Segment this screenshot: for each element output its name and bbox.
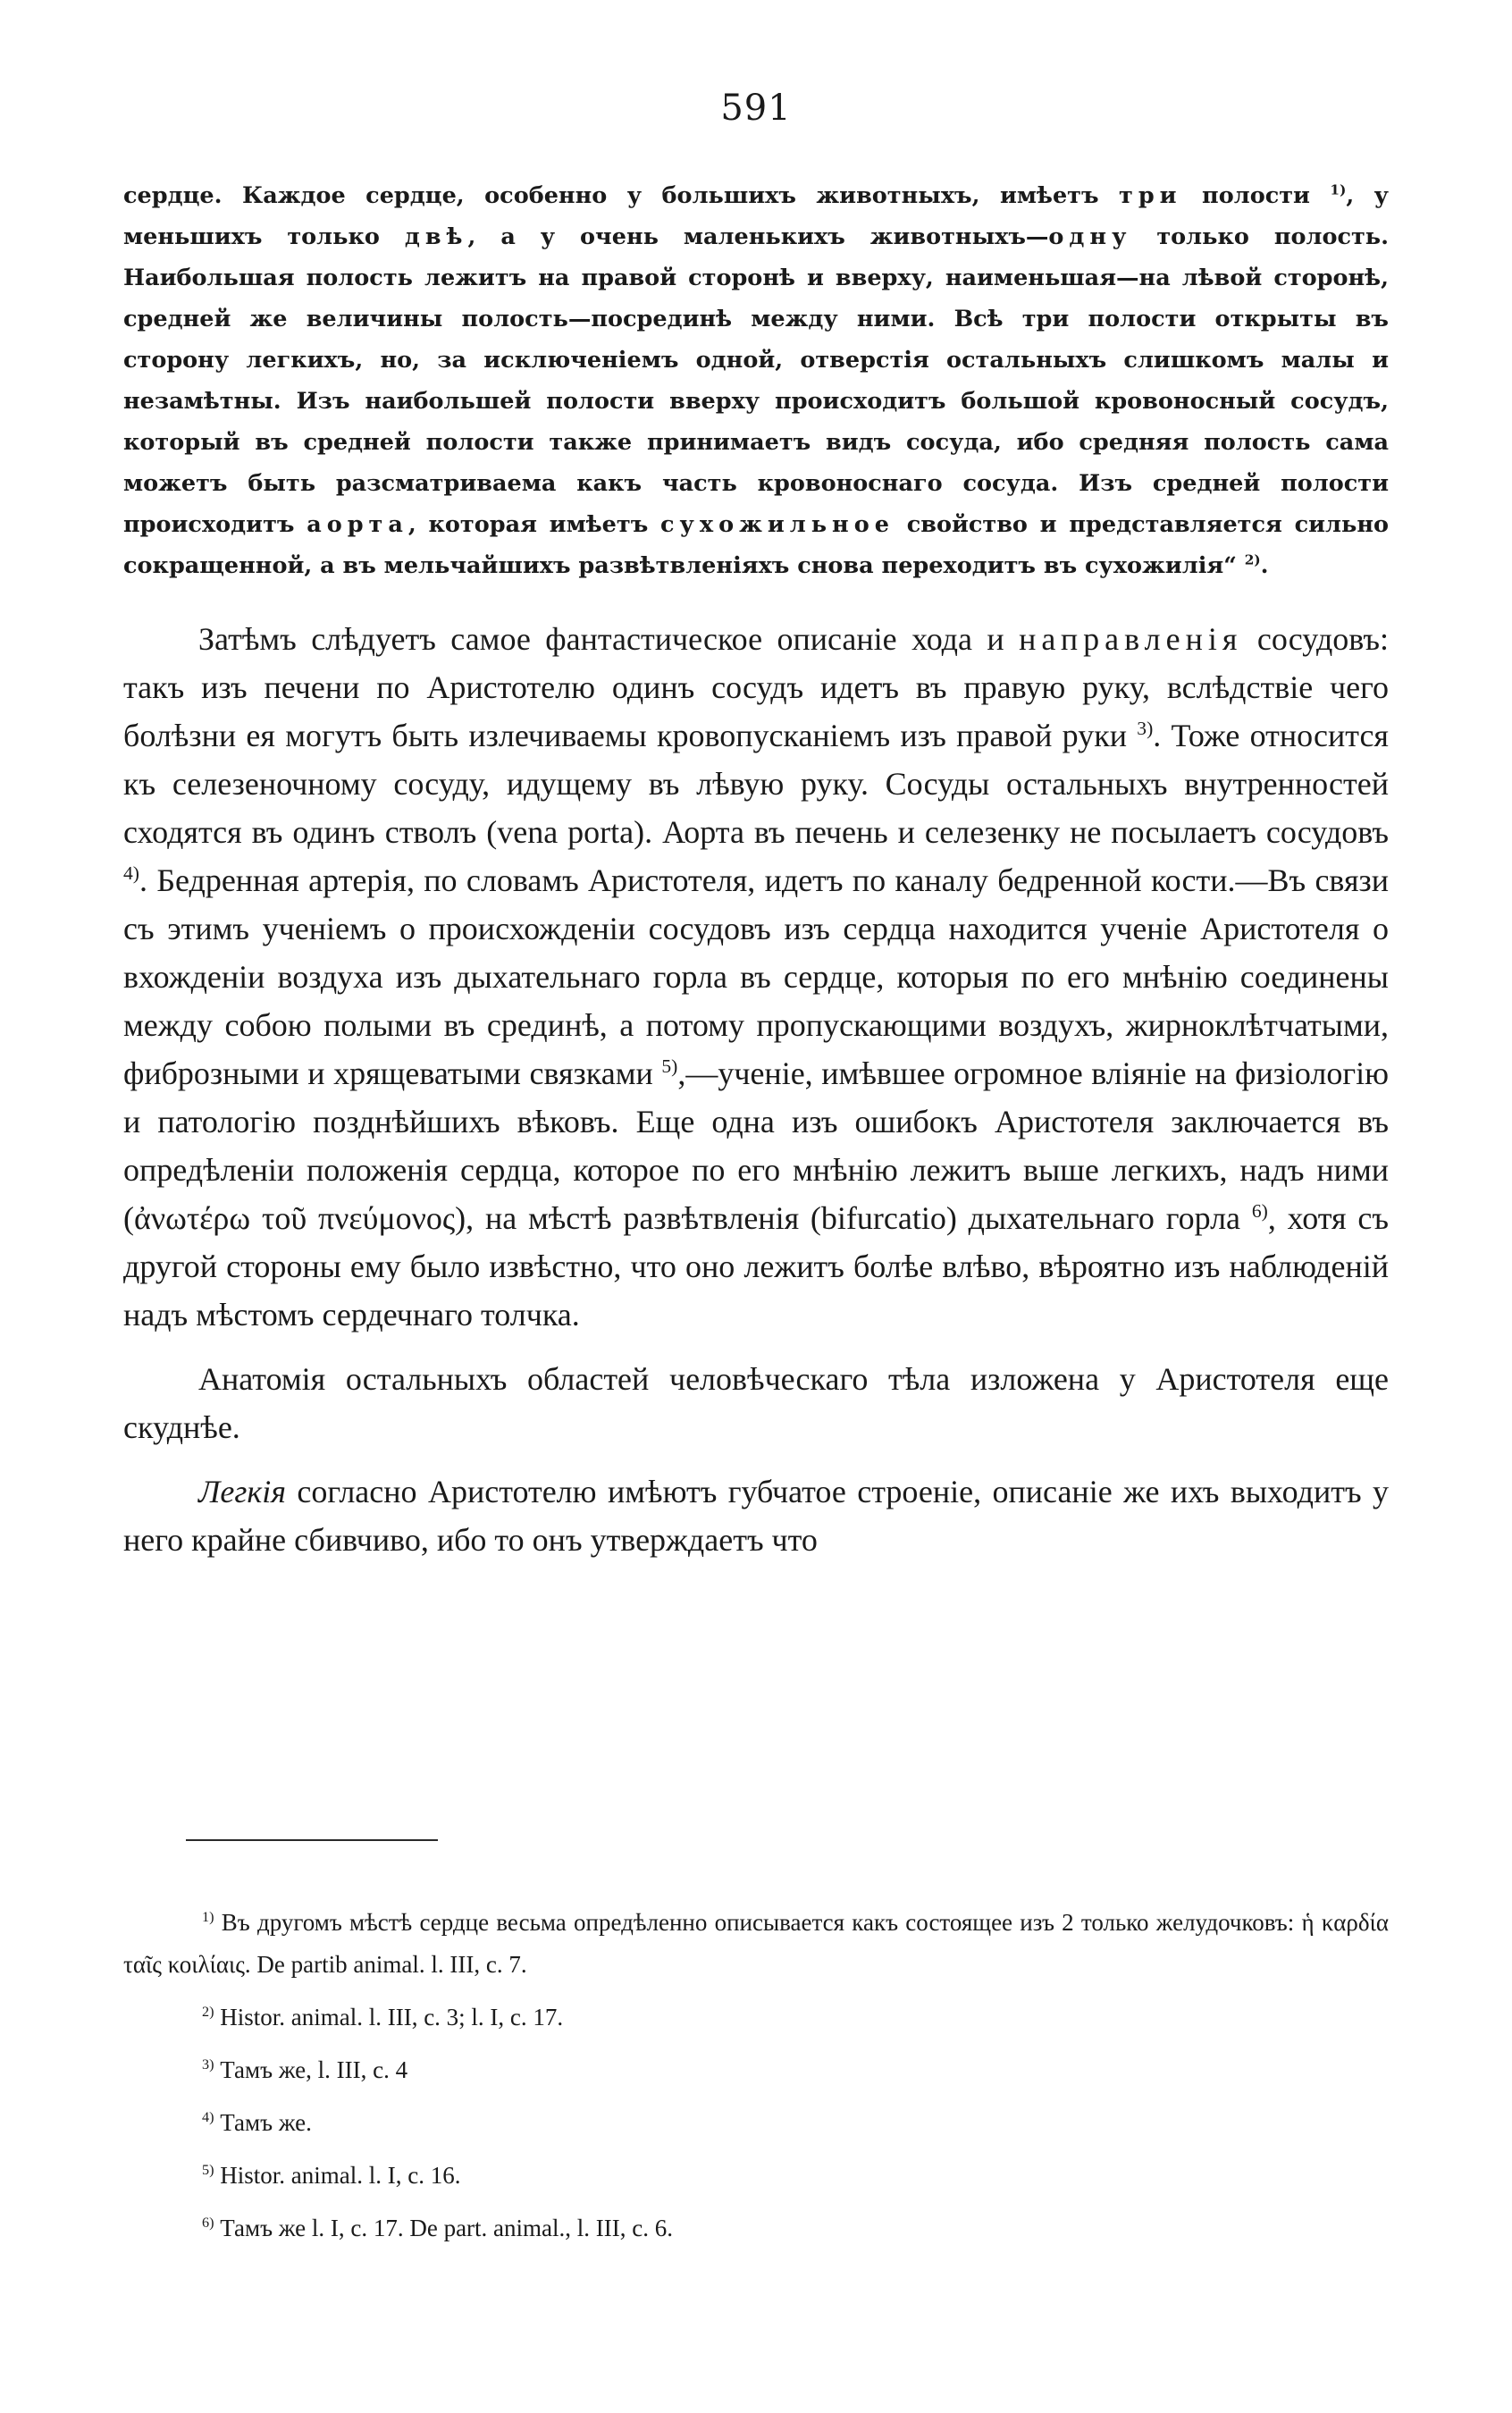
spaced-word: три: [1119, 182, 1182, 209]
footnote-text: Въ другомъ мѣстѣ сердце весьма опредѣленно описывается какъ состоящее изъ 2 только желудочковъ: ἡ καρδία ταῖς κοιλίαις. De partib animal. l. III, c. 7.: [123, 1909, 1389, 1978]
footnote-ref: 1): [1330, 181, 1347, 198]
footnote-text: Тамъ же l. I, c. 17. De part. animal., l. III, c. 6.: [214, 2215, 673, 2241]
footnote-mark: 1): [202, 1909, 214, 1925]
footnote-text: Тамъ же.: [214, 2109, 312, 2136]
spaced-word: аорта: [307, 511, 408, 538]
paragraph: [123, 1467, 1389, 1564]
text-run: , у меньшихъ только: [123, 182, 1389, 250]
footnote-mark: 5): [202, 2162, 214, 2178]
text-run: Затѣмъ слѣдуетъ самое фантастическое описаніе хода и: [198, 621, 1020, 657]
text-run: свойство и представляется сильно сокращенной, а въ мельчайшихъ развѣтвленіяхъ снова переходитъ въ сухожилія“: [123, 511, 1389, 579]
text-run: только полость. Наибольшая полость лежитъ на правой сторонѣ и вверху, наименьшая—на лѣвой сторонѣ, средней же величины полость—посрединѣ между ними. Всѣ три полости открыты въ сторону легкихъ, но, за исключеніемъ одной, отверстія остальныхъ слишкомъ малы и незамѣтны. Изъ наибольшей полости вверху происходитъ большой кровоносный сосудъ, который въ средней полости также принимаетъ видъ сосуда, ибо средняя полость сама можетъ быть разсматриваема какъ часть кровоноснаго сосуда. Изъ средней полости происходитъ: [123, 223, 1389, 538]
italic-term: Легкія: [198, 1474, 286, 1509]
spaced-word: двѣ: [404, 223, 468, 250]
text-run: .: [1260, 552, 1269, 579]
spaced-word: направленія: [1019, 621, 1243, 657]
footnote-mark: 3): [202, 2056, 214, 2072]
footnote-divider: [186, 1839, 438, 1841]
text-run: согласно Аристотелю имѣютъ губчатое строеніе, описаніе же ихъ выходитъ у него крайне сбивчиво, ибо то онъ утверждаетъ что: [123, 1474, 1389, 1558]
footnote-ref: 4): [123, 862, 139, 884]
text-run: , которая имѣетъ: [407, 511, 661, 538]
footnote: [123, 2155, 1389, 2197]
footnote-mark: 6): [202, 2215, 214, 2231]
footnotes: [123, 1902, 1389, 2260]
footnote-ref: 3): [1137, 718, 1154, 739]
footnote-ref: 6): [1251, 1200, 1268, 1222]
footnote-text: Тамъ же, l. III, c. 4: [214, 2056, 408, 2083]
paragraph: [123, 615, 1389, 1339]
footnote: [123, 2207, 1389, 2249]
paragraph: Анатомія остальныхъ областей человѣческаго тѣла изложена у Аристотеля еще скуднѣе.: [123, 1361, 1389, 1445]
footnote-ref: 5): [661, 1055, 678, 1077]
footnote: [123, 1902, 1389, 1986]
footnote-text: Histor. animal. l. III, c. 3; l. I, c. 17.: [214, 2004, 564, 2030]
text-run: сосудовъ: такъ изъ печени по Аристотелю одинъ сосудъ идетъ въ правую руку, вслѣдствіе чего болѣзни ея могутъ быть излечиваемы кровопусканіемъ изъ правой руки: [123, 621, 1389, 753]
quoted-paragraph: [123, 175, 1389, 586]
text-run: , а у очень маленькихъ животныхъ—: [467, 223, 1049, 250]
text-run: ,—ученіе, имѣвшее огромное вліяніе на физіологію и патологію позднѣйшихъ вѣковъ. Еще одна изъ ошибокъ Аристотеля заключается въ опредѣленіи положенія сердца, которое по его мнѣнію лежитъ выше легкихъ, надъ ними (ἀνωτέρω τοῦ πνεύμονος), на мѣстѣ развѣтвленія (bifurcatio) дыхательнаго горла: [123, 1055, 1389, 1236]
page-number: 591: [720, 88, 792, 129]
text-run: , хотя съ другой стороны ему было извѣстно, что оно лежитъ болѣе влѣво, вѣроятно изъ наблюденій надъ мѣстомъ сердечнаго толчка.: [123, 1200, 1389, 1333]
main-text: [123, 615, 1389, 1580]
footnote: [123, 2102, 1389, 2144]
footnote: [123, 1997, 1389, 2039]
text-run: сердце. Каждое сердце, особенно у большихъ животныхъ, имѣетъ: [123, 182, 1120, 209]
spaced-word: одну: [1048, 223, 1132, 250]
text-run: . Тоже относится къ селезеночному сосуду, идущему въ лѣвую руку. Сосуды остальныхъ внутренностей сходятся въ одинъ стволъ (vena porta). Аорта въ печень и селезенку не посылаетъ сосудовъ: [123, 718, 1389, 850]
text-run: полости: [1181, 182, 1331, 209]
footnote-mark: 4): [202, 2109, 214, 2125]
footnote-ref: 2): [1244, 551, 1261, 568]
footnote-text: Histor. animal. l. I, c. 16.: [214, 2162, 461, 2189]
footnote: [123, 2049, 1389, 2091]
text-run: . Бедренная артерія, по словамъ Аристотеля, идетъ по каналу бедренной кости.—Въ связи съ этимъ ученіемъ о происхожденіи сосудовъ изъ сердца находится ученіе Аристотеля о вхожденіи воздуха изъ дыхательнаго горла въ сердце, которыя по его мнѣнію соединены между собою полыми въ срединѣ, а потому пропускающими воздухъ, жирноклѣтчатыми, фиброзными и хрящеватыми связками: [123, 862, 1389, 1091]
footnote-mark: 2): [202, 2004, 214, 2020]
spaced-word: сухожильное: [660, 511, 895, 538]
